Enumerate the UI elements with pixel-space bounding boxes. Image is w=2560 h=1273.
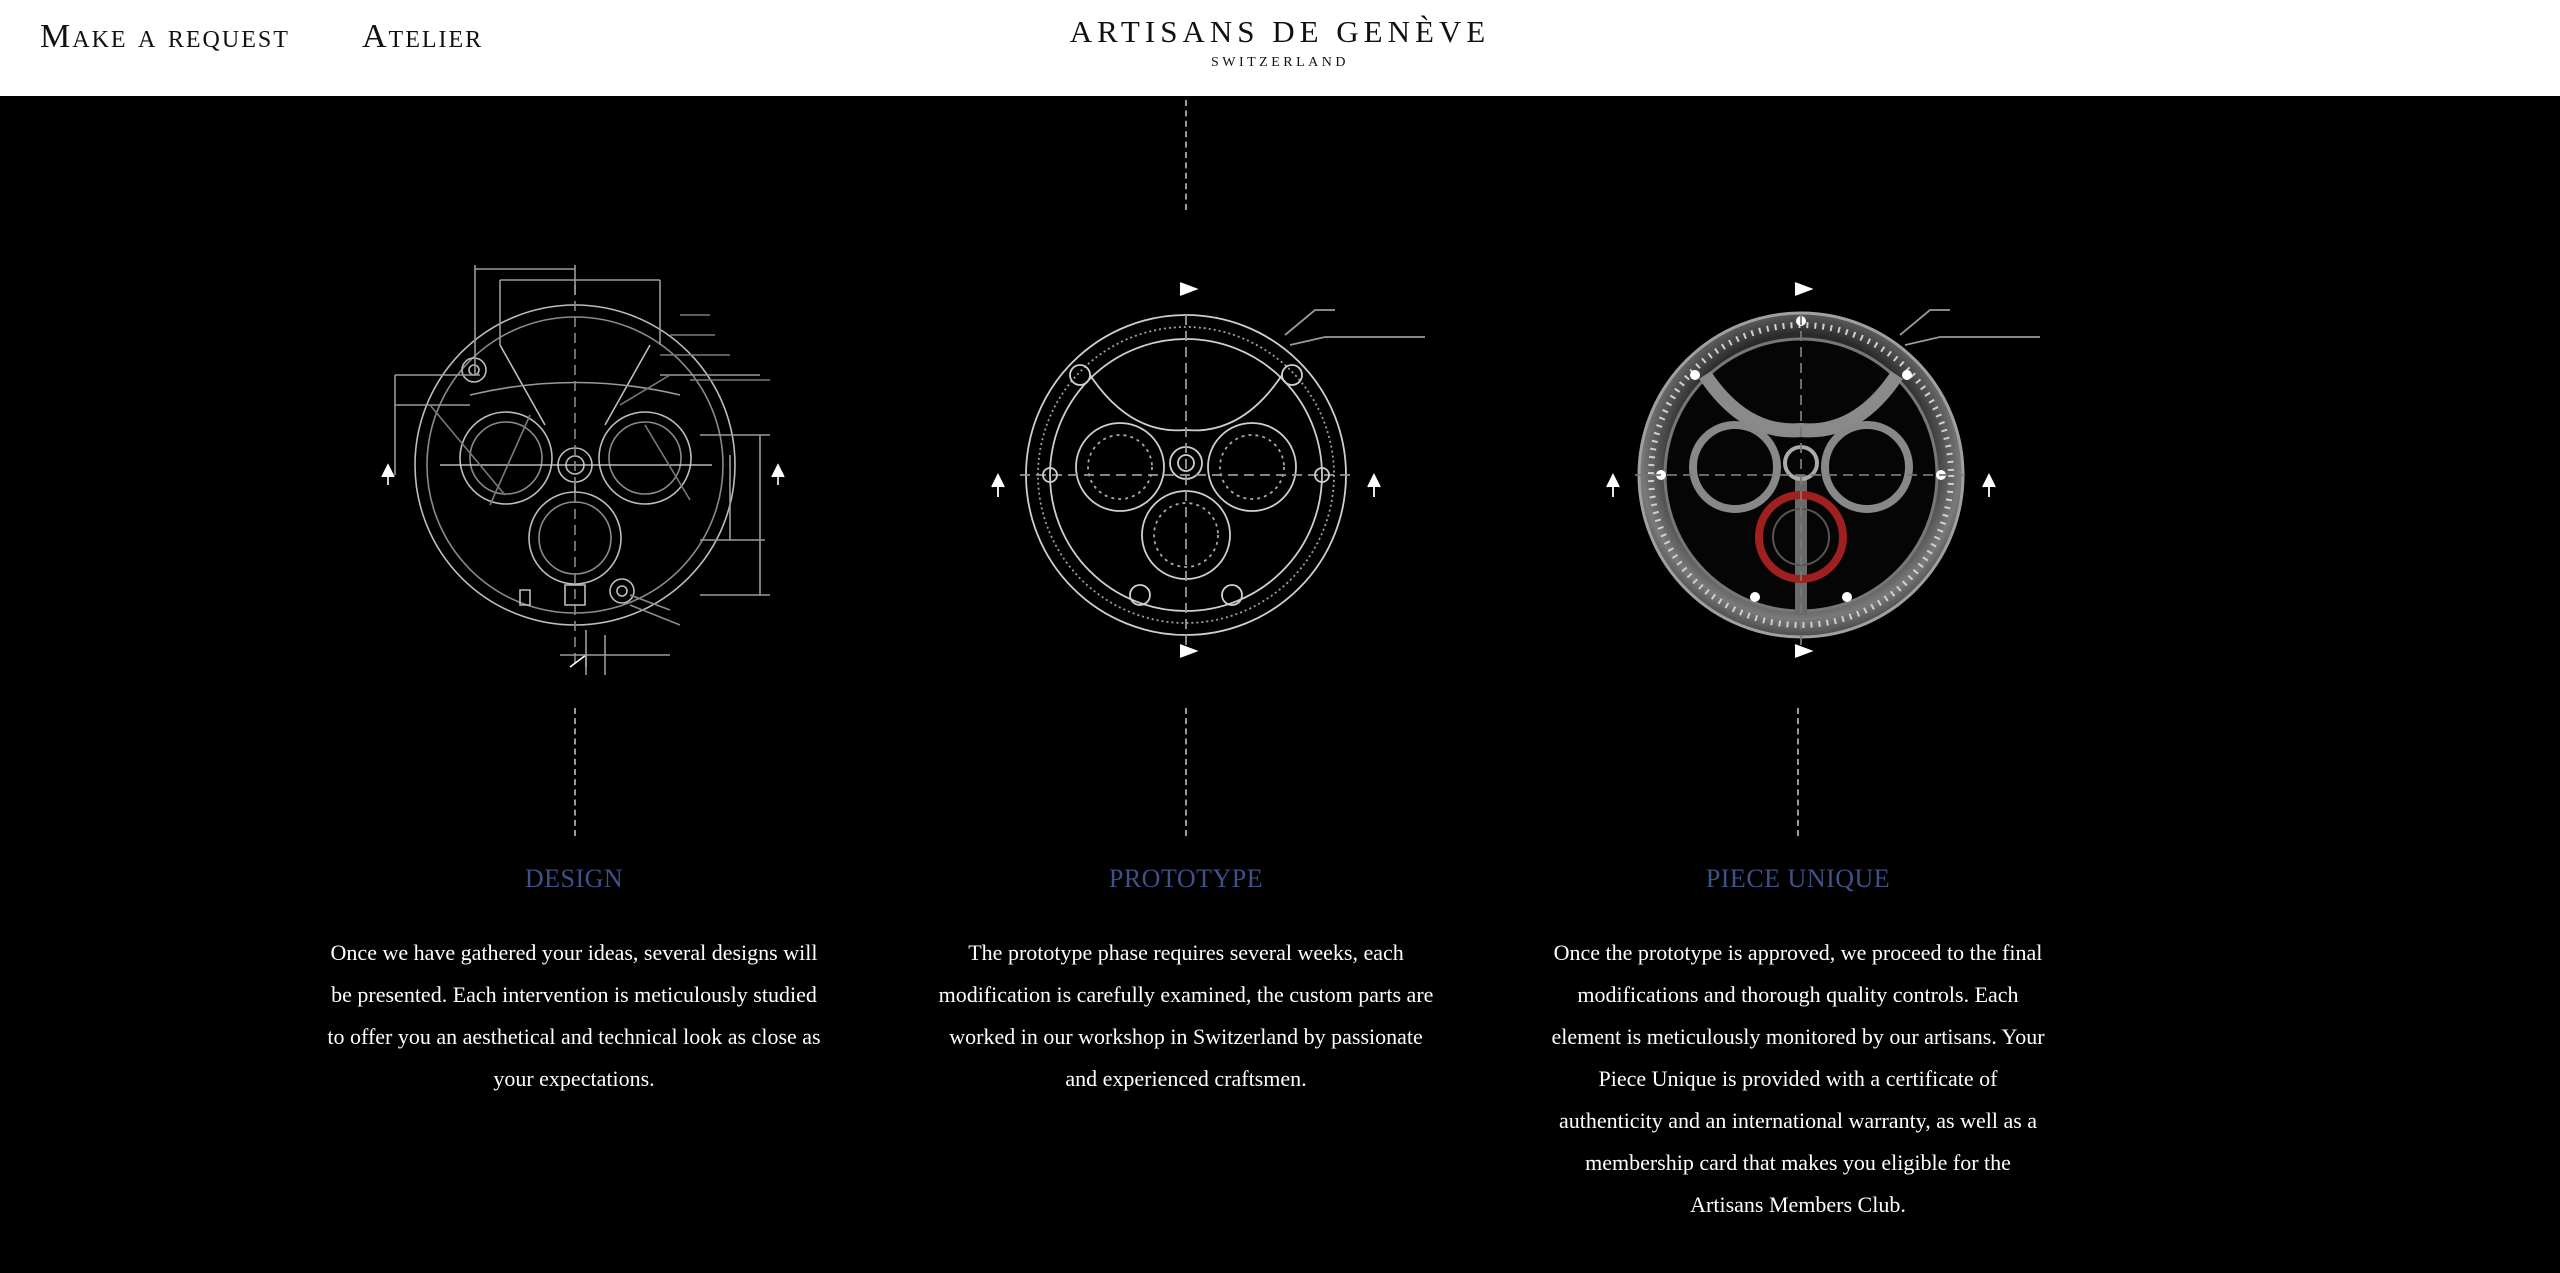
prototype-dial-icon: [980, 275, 1440, 675]
piece-unique-title: PIECE UNIQUE: [1705, 864, 1891, 893]
top-header: [0, 0, 2560, 96]
design-blueprint-icon: [370, 255, 790, 685]
make-request-link[interactable]: Make a request: [40, 18, 290, 55]
top-divider-line: [1185, 100, 1187, 210]
design-title: DESIGN: [524, 864, 624, 893]
piece-unique-description: Once the prototype is approved, we proceed to the final modifications and thorough quality controls. Each element is meticulously monitored by our artisans. Your Piece Unique is provided with a certificate of authenticity and an international warranty, as well as a membership card that makes you eligible for the Artisans Members Club.: [1551, 940, 2045, 1217]
brand-subtitle: SWITZERLAND: [1210, 55, 1350, 70]
atelier-link[interactable]: Atelier: [362, 18, 484, 55]
prototype-title: PROTOTYPE: [1108, 864, 1264, 893]
design-divider-line: [574, 708, 576, 836]
prototype-description: The prototype phase requires several weeks, each modification is carefully examined, the custom parts are worked in our workshop in Switzerland by passionate and experienced craftsmen.: [938, 940, 1434, 1091]
piece-unique-divider-line: [1797, 708, 1799, 836]
prototype-divider-line: [1185, 708, 1187, 836]
design-description: Once we have gathered your ideas, several designs will be presented. Each intervention is meticulously studied to offer you an aesthetical and technical look as close as your expectations.: [327, 940, 821, 1091]
brand-logo[interactable]: [0, 14, 2560, 71]
piece-unique-dial-icon: [1595, 275, 2055, 675]
brand-name: ARTISANS DE GENÈVE: [1069, 14, 1491, 49]
